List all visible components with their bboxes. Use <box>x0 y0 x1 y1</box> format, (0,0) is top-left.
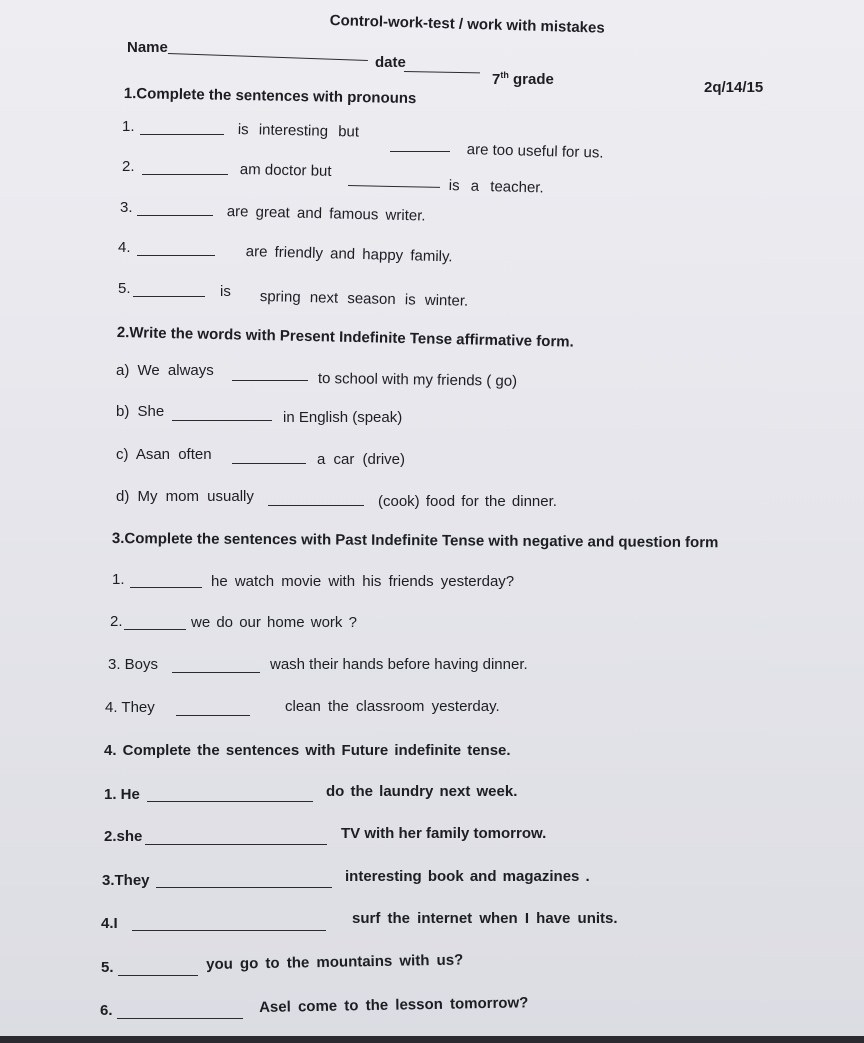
s4-item-3-prefix: 3.They <box>102 872 150 889</box>
s4-item-3-suffix: interesting book and magazines . <box>345 868 590 885</box>
s1-item-1-number: 1. <box>122 118 135 135</box>
s3-item-4-blank <box>176 715 250 716</box>
s1-item-4-number: 4. <box>118 239 131 256</box>
s4-item-3-blank <box>156 887 332 888</box>
s2-item-c-suffix: a car (drive) <box>317 451 406 468</box>
s2-item-b-prefix: b) She <box>116 403 165 420</box>
s4-item-6-prefix: 6. <box>100 1002 113 1019</box>
s4-item-5-prefix: 5. <box>101 959 114 976</box>
s1-item-3-number: 3. <box>120 199 133 216</box>
name-blank <box>168 53 368 61</box>
s1-item-2-text-a: am doctor but <box>239 161 332 180</box>
s1-item-2-blank-2 <box>348 185 440 188</box>
s1-item-1-text-a: is interesting but <box>237 121 360 141</box>
s3-item-1-suffix: he watch movie with his friends yesterday? <box>211 573 515 590</box>
s2-item-a-suffix: to school with my friends ( go) <box>317 370 518 390</box>
grade-label: 7th grade <box>492 70 554 88</box>
s4-item-4-prefix: 4.I <box>101 915 118 932</box>
s1-item-2-blank-1 <box>142 174 228 175</box>
s2-item-b-blank <box>172 420 272 421</box>
date-blank <box>404 71 480 73</box>
s1-item-5-text-a: is <box>220 283 231 300</box>
s3-item-4-prefix: 4. They <box>105 699 155 716</box>
s1-item-1-text-b: are too useful for us. <box>466 141 604 162</box>
s2-item-a-blank <box>232 380 308 381</box>
s1-item-5-number: 5. <box>118 280 131 297</box>
s4-item-1-suffix: do the laundry next week. <box>326 783 518 800</box>
s3-item-2-suffix: we do our home work ? <box>191 614 357 631</box>
s2-item-d-blank <box>268 505 364 506</box>
s1-item-4-text: are friendly and happy family. <box>245 243 453 266</box>
s4-item-5-blank <box>118 975 198 976</box>
date-label: date <box>375 54 406 71</box>
photo-bottom-edge <box>0 1036 864 1043</box>
s4-item-2-blank <box>145 844 327 845</box>
s1-item-1-blank-1 <box>140 134 224 135</box>
s3-item-1-prefix: 1. <box>112 571 125 588</box>
s2-item-d-suffix: (cook) food for the dinner. <box>378 493 557 510</box>
s4-item-2-suffix: TV with her family tomorrow. <box>341 825 547 842</box>
s2-item-d-prefix: d) My mom usually <box>116 488 254 505</box>
section-1-heading: 1.Complete the sentences with pronouns <box>123 85 417 108</box>
s4-item-6-blank <box>117 1018 243 1019</box>
section-2-heading: 2.Write the words with Present Indefinite Tense affirmative form. <box>116 324 574 351</box>
test-code: 2q/14/15 <box>704 79 764 96</box>
s1-item-2-text-b: is a teacher. <box>448 177 544 197</box>
s3-item-4-suffix: clean the classroom yesterday. <box>285 698 500 715</box>
worksheet-title: Control-work-test / work with mistakes <box>329 12 605 37</box>
s4-item-4-suffix: surf the internet when I have units. <box>352 910 618 927</box>
s3-item-3-prefix: 3. Boys <box>108 656 159 673</box>
s1-item-3-text: are great and famous writer. <box>226 203 426 225</box>
s3-item-2-prefix: 2. <box>110 613 123 630</box>
s1-item-5-text-b: spring next season is winter. <box>259 288 469 310</box>
s4-item-1-prefix: 1. He <box>104 786 140 803</box>
s3-item-3-blank <box>172 672 260 673</box>
section-3-heading: 3.Complete the sentences with Past Indefinite Tense with negative and question form <box>111 530 719 552</box>
s3-item-3-suffix: wash their hands before having dinner. <box>270 656 528 673</box>
s3-item-1-blank <box>130 587 202 588</box>
s2-item-c-prefix: c) Asan often <box>116 446 212 463</box>
s3-item-2-blank <box>124 629 186 630</box>
s1-item-3-blank <box>137 215 213 216</box>
s1-item-1-blank-2 <box>390 151 450 152</box>
s1-item-5-blank <box>133 296 205 297</box>
s4-item-1-blank <box>147 801 313 802</box>
s2-item-b-suffix: in English (speak) <box>283 409 403 426</box>
s2-item-c-blank <box>232 463 306 464</box>
s4-item-4-blank <box>132 930 326 931</box>
name-label: Name <box>127 39 168 56</box>
s1-item-4-blank <box>137 255 215 256</box>
s1-item-2-number: 2. <box>122 158 135 175</box>
s2-item-a-prefix: a) We always <box>116 362 214 379</box>
section-4-heading: 4. Complete the sentences with Future indefinite tense. <box>104 742 511 759</box>
s4-item-5-suffix: you go to the mountains with us? <box>206 951 464 973</box>
s4-item-2-prefix: 2.she <box>104 828 143 845</box>
s4-item-6-suffix: Asel come to the lesson tomorrow? <box>259 994 529 1016</box>
